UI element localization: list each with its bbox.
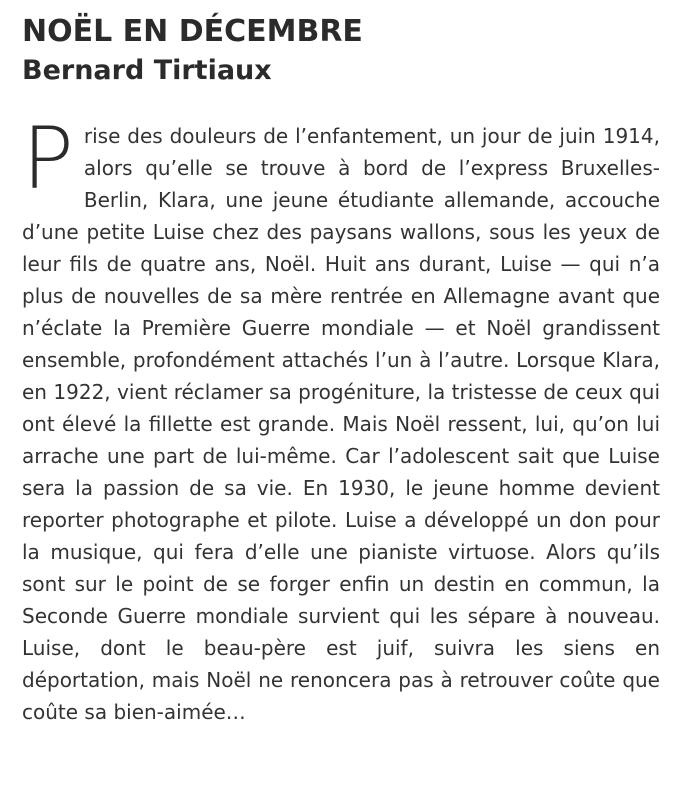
- author-name: Bernard Tirtiaux: [22, 55, 272, 86]
- book-summary-page: [22, 12, 662, 724]
- book-title: NOËL EN DÉCEMBRE: [22, 14, 363, 49]
- summary-paragraph: [22, 109, 660, 728]
- summary-text: rise des douleurs de l’enfantement, un jour de juin 1914, alors qu’elle se trouve à bord de l’express Bruxelles-Berlin, Klara, une jeune étudiante allemande, accouche d’une petite Luise chez des paysans wallons, sous les yeux de leur fils de quatre ans, Noël. Huit ans durant, Luise — qui n’a plus de nouvelles de sa mère rentrée en Allemagne avant que n’éclate la Première Guerre mondiale — et Noël grandissent ensemble, profondément attachés l’un à l’autre. Lorsque Klara, en 1922, vient réclamer sa progéniture, la tristesse de ceux qui ont élevé la fillette est grande. Mais Noël ressent, lui, qu’on lui arrache une part de lui-même. Car l’adolescent sait que Luise sera la passion de sa vie. En 1930, le jeune homme devient reporter photographe et pilote. Luise a développé un don pour la musique, qui fera d’elle une pianiste virtuose. Alors qu’ils sont sur le point de se forger enfin un destin en commun, la Seconde Guerre mondiale survient qui les sépare à nouveau. Luise, dont le beau-père est juif, suivra les siens en déportation, mais Noël ne renoncera pas à retrouver coûte que coûte sa bien-aimée…: [22, 124, 660, 724]
- drop-cap: P: [22, 109, 74, 209]
